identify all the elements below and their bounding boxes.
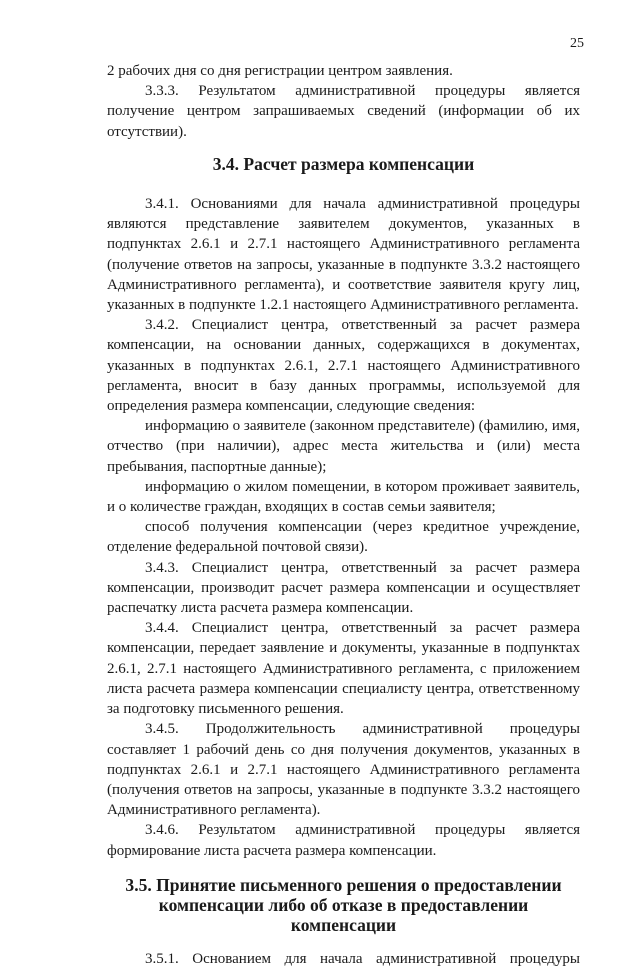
paragraph: информацию о заявителе (законном представителе) (фамилию, имя, отчество (при наличии), адрес места жительства и (или) места пребывания, паспортные данные); — [107, 418, 580, 475]
paragraph: 3.4.1. Основаниями для начала административной процедуры являются представление заявителем документов, указанных в подпунктах 2.6.1 и 2.7.1 настоящего Административного регламента (получение ответов на запросы, указанные в подпункте 3.3.2 настоящего Административного регламента), и соответствие заявителя кругу лиц, указанных в подпункте 1.2.1 настоящего Административного регламента. — [107, 196, 580, 314]
section-heading: 3.4. Расчет размера компенсации — [212, 153, 475, 174]
paragraph: 3.3.3. Результатом административной процедуры является получение центром запрашиваемых сведений (информации об их отсутствии). — [107, 83, 580, 140]
paragraph: информацию о жилом помещении, в котором проживает заявитель, и о количестве граждан, входящих в состав семьи заявителя; — [107, 478, 580, 516]
document-body — [107, 61, 580, 970]
paragraph: способ получения компенсации (через кредитное учреждение, отделение федеральной почтовой связи). — [107, 519, 580, 556]
paragraph: 3.4.3. Специалист центра, ответственный за расчет размера компенсации, производит расчет размера компенсации и осуществляет распечатку листа расчета размера компенсации. — [107, 559, 580, 617]
section-heading: 3.5. Принятие письменного решения о предоставлении компенсации либо об отказе в предоставлении компенсации — [125, 874, 562, 936]
paragraph: 2 рабочих дня со дня регистрации центром заявления. — [107, 63, 453, 79]
paragraph: 3.4.4. Специалист центра, ответственный за расчет размера компенсации, передает заявление и документы, указанные в подпунктах 2.6.1, 2.7.1 настоящего Административного регламента, с приложением листа расчета размера компенсации специалисту центра, ответственному за подготовку письменного решения. — [107, 620, 580, 718]
paragraph: 3.5.1. Основанием для начала административной процедуры — [145, 951, 580, 968]
paragraph: 3.4.2. Специалист центра, ответственный за расчет размера компенсации, на основании данных, содержащихся в документах, указанных в подпунктах 2.6.1, 2.7.1 настоящего Административного регламента, вносит в базу данных программы, используемой для определения размера компенсации, следующие сведения: — [107, 317, 580, 415]
paragraph: 3.4.5. Продолжительность административной процедуры составляет 1 рабочий день со дня получения документов, указанных в подпунктах 2.6.1 и 2.7.1 настоящего Административного регламента (получения ответов на запросы, указанные в подпункте 3.3.2 настоящего Административного регламента). — [107, 721, 580, 819]
paragraph: 3.4.6. Результатом административной процедуры является формирование листа расчета размера компенсации. — [107, 822, 580, 859]
page-number: 25 — [570, 36, 584, 51]
